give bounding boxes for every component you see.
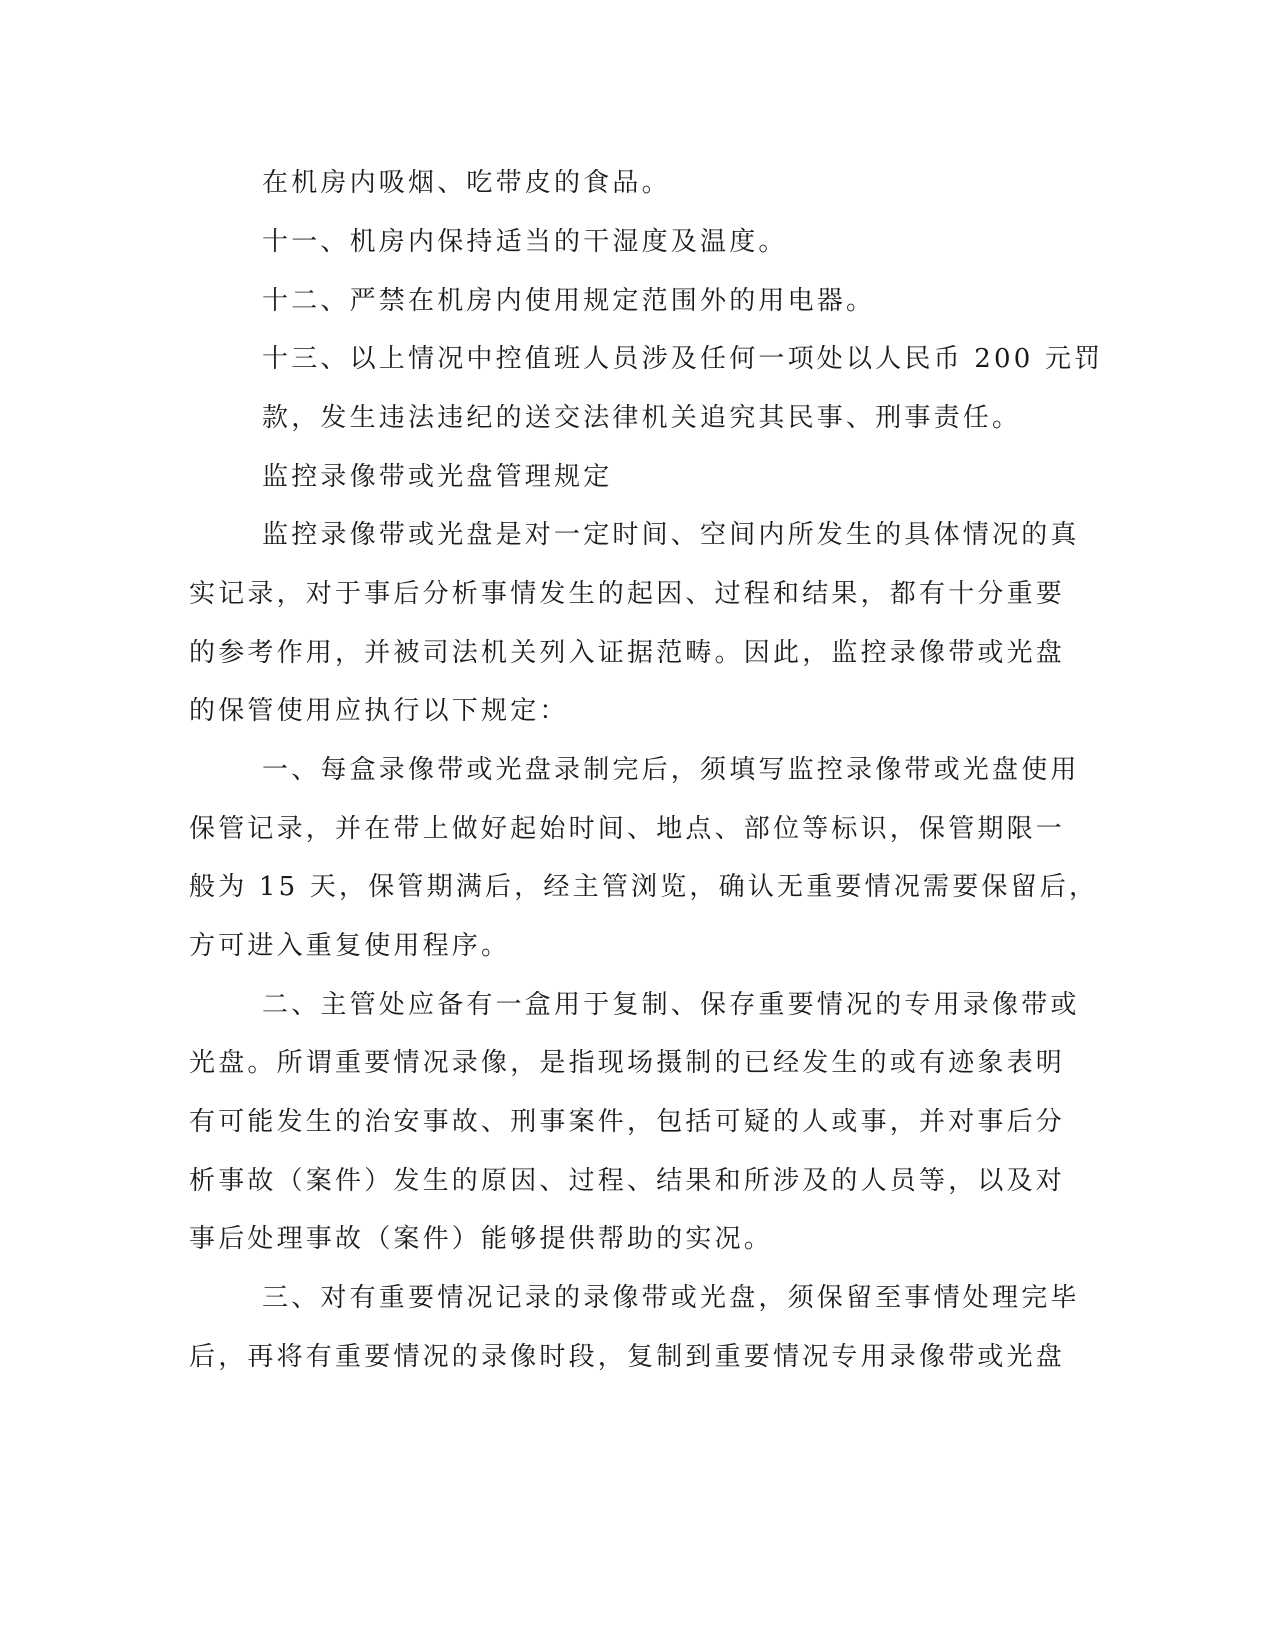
paragraph-line: 有可能发生的治安事故、刑事案件，包括可疑的人或事，并对事后分 bbox=[189, 1107, 1066, 1137]
paragraph-line: 事后处理事故（案件）能够提供帮助的实况。 bbox=[189, 1224, 774, 1254]
rule-13: 十三、以上情况中控值班人员涉及任何一项处以人民币 200 元罚 bbox=[262, 344, 1104, 374]
paragraph-line: 保管记录，并在带上做好起始时间、地点、部位等标识，保管期限一 bbox=[189, 814, 1066, 844]
paragraph-line: 监控录像带或光盘是对一定时间、空间内所发生的具体情况的真 bbox=[262, 520, 1080, 550]
rule-12: 十二、严禁在机房内使用规定范围外的用电器。 bbox=[262, 286, 876, 316]
paragraph-line: 的参考作用，并被司法机关列入证据范畴。因此，监控录像带或光盘 bbox=[189, 638, 1066, 668]
paragraph-line: 后，再将有重要情况的录像时段，复制到重要情况专用录像带或光盘 bbox=[189, 1342, 1066, 1372]
paragraph-line: 一、每盒录像带或光盘录制完后，须填写监控录像带或光盘使用 bbox=[262, 755, 1080, 785]
paragraph-line: 析事故（案件）发生的原因、过程、结果和所涉及的人员等，以及对 bbox=[189, 1166, 1066, 1196]
rule-13-continued: 款，发生违法违纪的送交法律机关追究其民事、刑事责任。 bbox=[262, 403, 1022, 433]
text-line: 在机房内吸烟、吃带皮的食品。 bbox=[262, 168, 671, 198]
rule-11: 十一、机房内保持适当的干湿度及温度。 bbox=[262, 227, 788, 257]
paragraph-line: 的保管使用应执行以下规定： bbox=[189, 696, 569, 726]
paragraph-line: 方可进入重复使用程序。 bbox=[189, 931, 511, 961]
paragraph-line: 光盘。所谓重要情况录像，是指现场摄制的已经发生的或有迹象表明 bbox=[189, 1048, 1066, 1078]
paragraph-line: 二、主管处应备有一盒用于复制、保存重要情况的专用录像带或 bbox=[262, 990, 1080, 1020]
paragraph-line: 实记录，对于事后分析事情发生的起因、过程和结果，都有十分重要 bbox=[189, 579, 1066, 609]
paragraph-line: 般为 15 天，保管期满后，经主管浏览，确认无重要情况需要保留后， bbox=[189, 872, 1099, 902]
paragraph-line: 三、对有重要情况记录的录像带或光盘，须保留至事情处理完毕 bbox=[262, 1283, 1080, 1313]
section-heading: 监控录像带或光盘管理规定 bbox=[262, 462, 613, 492]
